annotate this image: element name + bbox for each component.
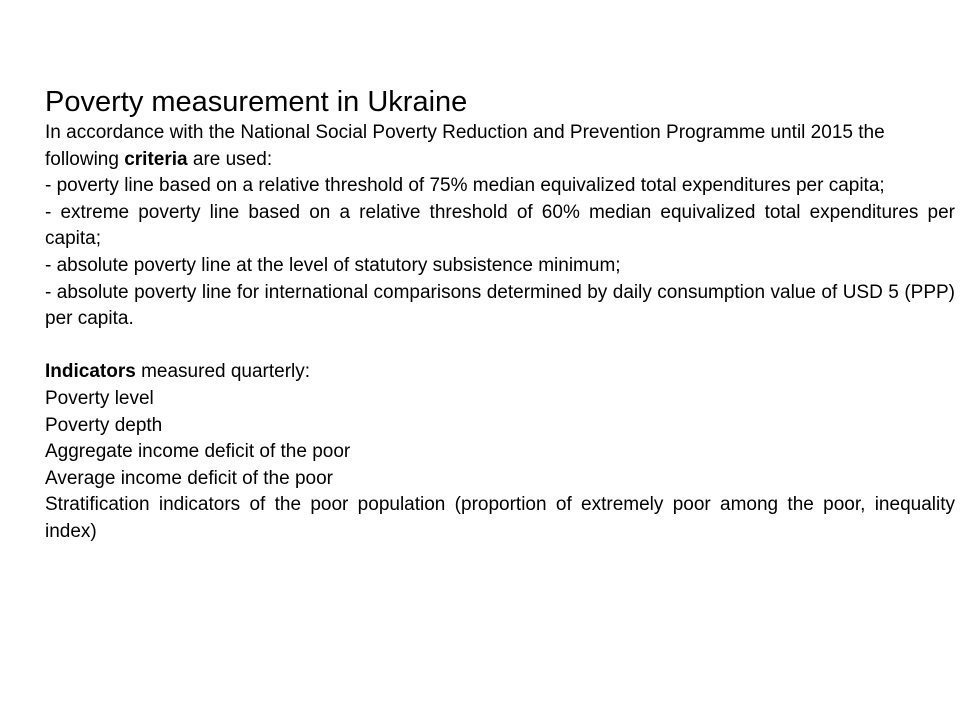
indicators-heading: [45, 359, 955, 386]
criterion-item: - extreme poverty line based on a relative threshold of 60% median equivalized total expenditures per capita;: [45, 201, 955, 250]
slide-content: [45, 84, 955, 546]
criteria-emphasis: criteria: [124, 148, 188, 170]
criterion-item: - poverty line based on a relative threshold of 75% median equivalized total expenditures per capita;: [45, 175, 885, 197]
indicator-item: Average income deficit of the poor: [45, 467, 333, 489]
page-title: Poverty measurement in Ukraine: [45, 86, 468, 118]
indicator-item: Aggregate income deficit of the poor: [45, 441, 351, 463]
intro-paragraph: [45, 120, 955, 173]
indicator-item: Poverty level: [45, 387, 154, 409]
indicator-item: Stratification indicators of the poor population (proportion of extremely poor among the poor, inequality index): [45, 494, 955, 542]
indicators-list: [45, 386, 955, 546]
intro-text-before: In accordance with the National Social Poverty Reduction and Prevention Programme until 2015 the following: [45, 122, 885, 170]
criterion-item: - absolute poverty line at the level of statutory subsistence minimum;: [45, 254, 621, 276]
indicator-item: Poverty depth: [45, 414, 163, 436]
paragraph-spacer: [45, 333, 955, 360]
indicators-emphasis: Indicators: [45, 361, 136, 383]
criterion-item: - absolute poverty line for international comparisons determined by daily consumption value of USD 5 (PPP) per capita.: [45, 281, 955, 330]
intro-text-after: are used:: [187, 148, 273, 170]
indicators-heading-text: measured quarterly:: [135, 361, 311, 383]
